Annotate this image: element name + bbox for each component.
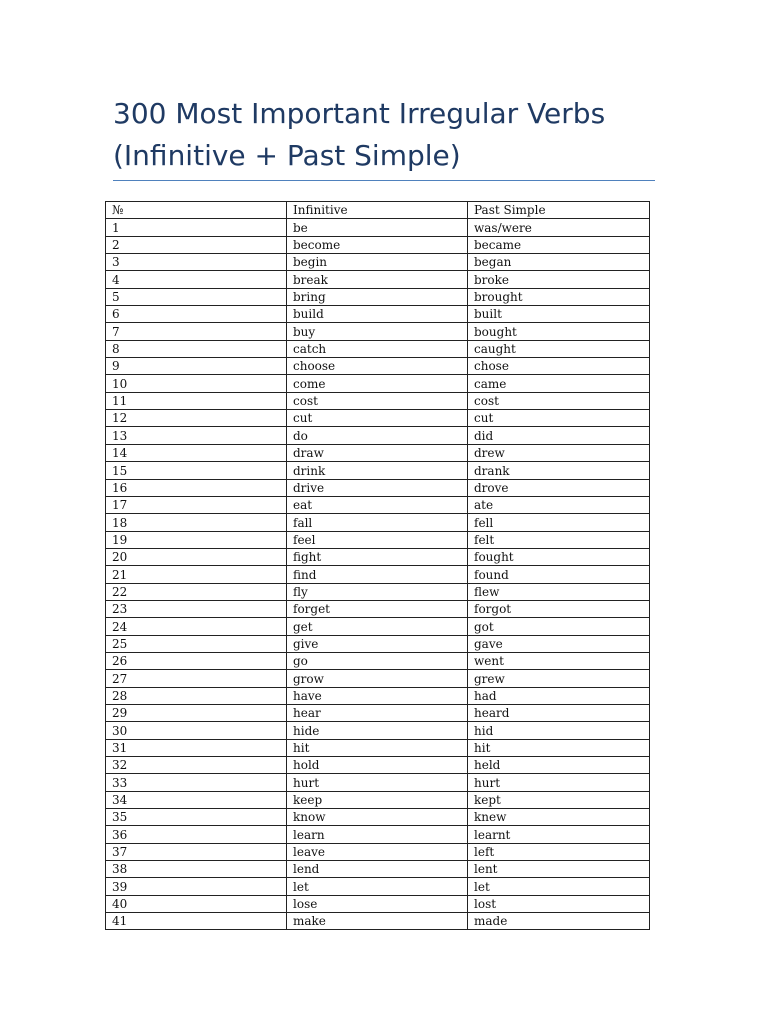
header-past-simple: Past Simple [468,202,650,219]
table-row [106,809,650,826]
table-row [106,531,650,548]
cell-infinitive: eat [287,496,468,513]
cell-number: 33 [106,774,287,791]
cell-past-simple: felt [468,531,650,548]
cell-past-simple: hit [468,739,650,756]
cell-infinitive: bring [287,288,468,305]
cell-number: 15 [106,462,287,479]
table-row [106,358,650,375]
table-row [106,462,650,479]
cell-number: 26 [106,652,287,669]
cell-infinitive: drink [287,462,468,479]
cell-number: 3 [106,254,287,271]
table-row [106,548,650,565]
table-row [106,757,650,774]
table-row [106,687,650,704]
table-row [106,739,650,756]
cell-past-simple: flew [468,583,650,600]
cell-number: 31 [106,739,287,756]
cell-infinitive: catch [287,340,468,357]
cell-number: 16 [106,479,287,496]
table-row [106,323,650,340]
cell-number: 38 [106,861,287,878]
cell-number: 12 [106,410,287,427]
cell-number: 7 [106,323,287,340]
table-row [106,375,650,392]
table-row [106,635,650,652]
cell-number: 29 [106,704,287,721]
cell-infinitive: leave [287,843,468,860]
cell-past-simple: gave [468,635,650,652]
cell-past-simple: lent [468,861,650,878]
table-row [106,427,650,444]
cell-past-simple: caught [468,340,650,357]
cell-number: 6 [106,306,287,323]
cell-number: 41 [106,913,287,930]
cell-infinitive: let [287,878,468,895]
table-row [106,444,650,461]
header-infinitive: Infinitive [287,202,468,219]
cell-past-simple: drank [468,462,650,479]
cell-past-simple: drove [468,479,650,496]
cell-infinitive: draw [287,444,468,461]
cell-past-simple: became [468,236,650,253]
cell-past-simple: let [468,878,650,895]
cell-number: 10 [106,375,287,392]
cell-number: 11 [106,392,287,409]
cell-infinitive: grow [287,670,468,687]
cell-infinitive: lose [287,895,468,912]
cell-number: 37 [106,843,287,860]
cell-past-simple: cut [468,410,650,427]
cell-infinitive: build [287,306,468,323]
cell-past-simple: left [468,843,650,860]
cell-past-simple: began [468,254,650,271]
cell-infinitive: learn [287,826,468,843]
cell-past-simple: hurt [468,774,650,791]
cell-past-simple: knew [468,809,650,826]
cell-infinitive: forget [287,600,468,617]
table-row [106,774,650,791]
cell-past-simple: forgot [468,600,650,617]
table-row [106,236,650,253]
table-row [106,566,650,583]
cell-past-simple: made [468,913,650,930]
cell-past-simple: broke [468,271,650,288]
table-row [106,583,650,600]
table-row [106,826,650,843]
cell-infinitive: hear [287,704,468,721]
cell-past-simple: found [468,566,650,583]
cell-past-simple: kept [468,791,650,808]
cell-infinitive: cost [287,392,468,409]
cell-infinitive: hurt [287,774,468,791]
cell-number: 39 [106,878,287,895]
cell-past-simple: went [468,652,650,669]
cell-infinitive: break [287,271,468,288]
table-row [106,895,650,912]
cell-number: 2 [106,236,287,253]
cell-past-simple: got [468,618,650,635]
cell-number: 36 [106,826,287,843]
irregular-verbs-table [105,201,650,930]
table-row [106,861,650,878]
cell-infinitive: hold [287,757,468,774]
table-row [106,392,650,409]
table-row [106,306,650,323]
cell-infinitive: do [287,427,468,444]
cell-number: 14 [106,444,287,461]
table-row [106,514,650,531]
cell-number: 20 [106,548,287,565]
cell-number: 9 [106,358,287,375]
cell-number: 24 [106,618,287,635]
table-row [106,479,650,496]
header-number: № [106,202,287,219]
cell-past-simple: chose [468,358,650,375]
cell-number: 34 [106,791,287,808]
page-title [113,93,673,177]
table-row [106,843,650,860]
table-row [106,288,650,305]
cell-number: 5 [106,288,287,305]
cell-infinitive: have [287,687,468,704]
table-row [106,913,650,930]
cell-infinitive: know [287,809,468,826]
cell-infinitive: feel [287,531,468,548]
table-row [106,704,650,721]
cell-number: 21 [106,566,287,583]
cell-number: 18 [106,514,287,531]
cell-infinitive: keep [287,791,468,808]
table-row [106,410,650,427]
table-row [106,670,650,687]
table-row [106,340,650,357]
cell-past-simple: drew [468,444,650,461]
cell-number: 30 [106,722,287,739]
cell-infinitive: fall [287,514,468,531]
title-line-2: (Infinitive + Past Simple) [113,139,461,172]
cell-past-simple: ate [468,496,650,513]
table-row [106,878,650,895]
table-row [106,271,650,288]
cell-infinitive: drive [287,479,468,496]
cell-infinitive: give [287,635,468,652]
cell-number: 19 [106,531,287,548]
title-line-1: 300 Most Important Irregular Verbs [113,97,606,130]
cell-infinitive: fight [287,548,468,565]
cell-number: 4 [106,271,287,288]
title-underline [113,180,655,181]
cell-past-simple: fell [468,514,650,531]
cell-number: 40 [106,895,287,912]
cell-past-simple: came [468,375,650,392]
cell-infinitive: make [287,913,468,930]
cell-infinitive: come [287,375,468,392]
cell-number: 25 [106,635,287,652]
cell-number: 13 [106,427,287,444]
cell-past-simple: fought [468,548,650,565]
cell-past-simple: learnt [468,826,650,843]
cell-past-simple: did [468,427,650,444]
table-row [106,254,650,271]
cell-number: 17 [106,496,287,513]
cell-infinitive: cut [287,410,468,427]
table-row [106,618,650,635]
cell-infinitive: get [287,618,468,635]
cell-infinitive: lend [287,861,468,878]
cell-infinitive: go [287,652,468,669]
cell-past-simple: bought [468,323,650,340]
cell-past-simple: cost [468,392,650,409]
cell-past-simple: was/were [468,219,650,236]
cell-past-simple: grew [468,670,650,687]
cell-number: 32 [106,757,287,774]
cell-infinitive: fly [287,583,468,600]
cell-infinitive: find [287,566,468,583]
cell-past-simple: hid [468,722,650,739]
cell-number: 28 [106,687,287,704]
cell-past-simple: had [468,687,650,704]
cell-number: 1 [106,219,287,236]
cell-number: 8 [106,340,287,357]
cell-infinitive: begin [287,254,468,271]
table-row [106,496,650,513]
verbs-table-body [106,202,650,930]
cell-past-simple: held [468,757,650,774]
cell-infinitive: become [287,236,468,253]
cell-past-simple: built [468,306,650,323]
cell-past-simple: heard [468,704,650,721]
table-row [106,600,650,617]
table-row [106,791,650,808]
cell-infinitive: hide [287,722,468,739]
cell-infinitive: hit [287,739,468,756]
cell-number: 22 [106,583,287,600]
table-row [106,652,650,669]
cell-past-simple: brought [468,288,650,305]
cell-infinitive: be [287,219,468,236]
cell-infinitive: choose [287,358,468,375]
table-header-row [106,202,650,219]
table-row [106,219,650,236]
cell-past-simple: lost [468,895,650,912]
cell-number: 35 [106,809,287,826]
table-row [106,722,650,739]
cell-number: 23 [106,600,287,617]
cell-infinitive: buy [287,323,468,340]
cell-number: 27 [106,670,287,687]
